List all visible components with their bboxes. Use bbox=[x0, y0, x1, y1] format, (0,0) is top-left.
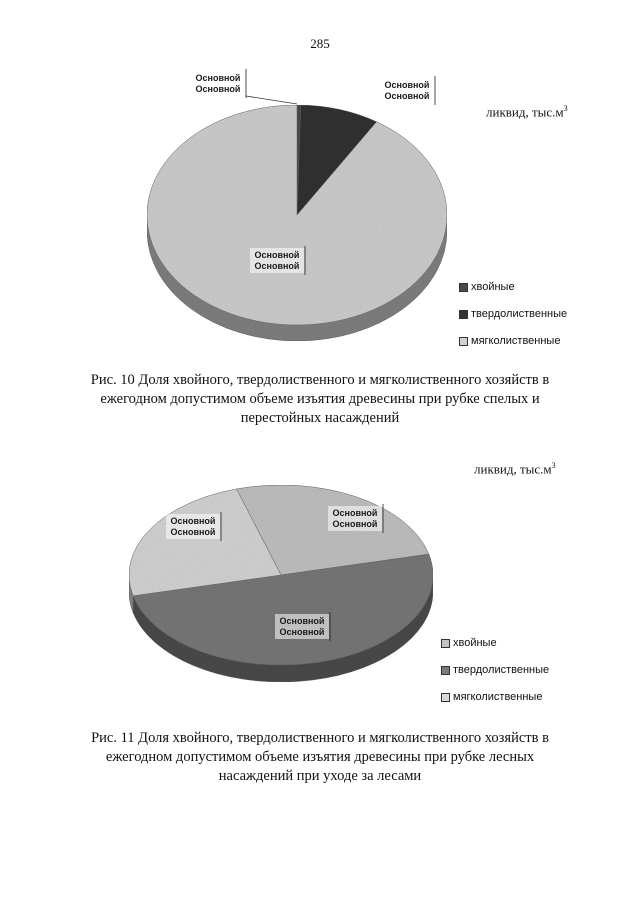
slice-label-text: Основной bbox=[170, 527, 216, 537]
caption-fig10 bbox=[60, 371, 580, 428]
legend-item-conifer bbox=[441, 636, 549, 650]
legend-item-hardwood bbox=[459, 307, 567, 321]
slice-label-text: Основной bbox=[195, 84, 241, 94]
legend-label: твердолиственные bbox=[471, 308, 568, 320]
legend-swatch bbox=[459, 283, 468, 292]
caption-line: ежегодном допустимом объеме изъятия древесины при рубке лесных bbox=[105, 749, 535, 765]
caption-fig11 bbox=[60, 729, 580, 786]
slice-label bbox=[166, 512, 221, 541]
legend-item-softwood bbox=[459, 334, 567, 348]
slice-label-text: Основной bbox=[384, 80, 430, 90]
slice-label-text: Основной bbox=[195, 73, 241, 83]
legend-label: твердолиственные bbox=[453, 664, 550, 676]
page-number: 285 bbox=[310, 36, 330, 51]
pie-chart-fig11 bbox=[129, 485, 433, 682]
legend-item-softwood bbox=[441, 690, 549, 704]
slice-label-text: Основной bbox=[254, 250, 300, 260]
legend-label: мягколиственные bbox=[471, 335, 561, 347]
unit-label-fig11 bbox=[474, 461, 556, 477]
legend-swatch bbox=[441, 639, 450, 648]
pie-top bbox=[147, 105, 447, 325]
slice-label bbox=[328, 504, 383, 533]
unit-superscript: 3 bbox=[551, 461, 556, 470]
legend-swatch bbox=[459, 337, 468, 346]
slice-label bbox=[250, 246, 305, 275]
legend-fig10 bbox=[459, 280, 567, 361]
slice-label bbox=[380, 76, 435, 105]
pie-chart-fig10 bbox=[147, 69, 447, 341]
slice-label-text: Основной bbox=[254, 261, 300, 271]
slice-label-text: Основной bbox=[384, 91, 430, 101]
slice-label bbox=[275, 612, 330, 641]
legend-swatch bbox=[441, 666, 450, 675]
unit-label-text: ликвид, тыс.м bbox=[474, 461, 552, 477]
caption-line: ежегодном допустимом объеме изъятия древесины при рубке спелых и bbox=[100, 391, 540, 407]
slice-label bbox=[191, 69, 246, 98]
leader-line bbox=[246, 96, 297, 104]
legend-item-conifer bbox=[459, 280, 567, 294]
unit-superscript: 3 bbox=[563, 104, 568, 113]
legend-swatch bbox=[459, 310, 468, 319]
caption-line: насаждений при уходе за лесами bbox=[218, 768, 422, 784]
slice-label-text: Основной bbox=[279, 616, 325, 626]
slice-softwood bbox=[147, 105, 447, 325]
legend-item-hardwood bbox=[441, 663, 549, 677]
caption-line: Рис. 10 Доля хвойного, твердолиственного и мягколиственного хозяйств в bbox=[90, 372, 550, 388]
unit-label-text: ликвид, тыс.м bbox=[486, 104, 564, 120]
legend-label: хвойные bbox=[471, 281, 515, 293]
legend-fig11 bbox=[441, 636, 549, 717]
legend-label: мягколиственные bbox=[453, 691, 543, 703]
unit-label-fig10 bbox=[486, 104, 568, 120]
slice-label-text: Основной bbox=[332, 519, 378, 529]
legend-label: хвойные bbox=[453, 637, 497, 649]
slice-label-text: Основной bbox=[332, 508, 378, 518]
caption-line: Рис. 11 Доля хвойного, твердолиственного и мягколиственного хозяйств в bbox=[91, 730, 549, 746]
legend-swatch bbox=[441, 693, 450, 702]
slice-label-text: Основной bbox=[279, 627, 325, 637]
slice-label-text: Основной bbox=[170, 516, 216, 526]
caption-line: перестойных насаждений bbox=[240, 410, 400, 426]
